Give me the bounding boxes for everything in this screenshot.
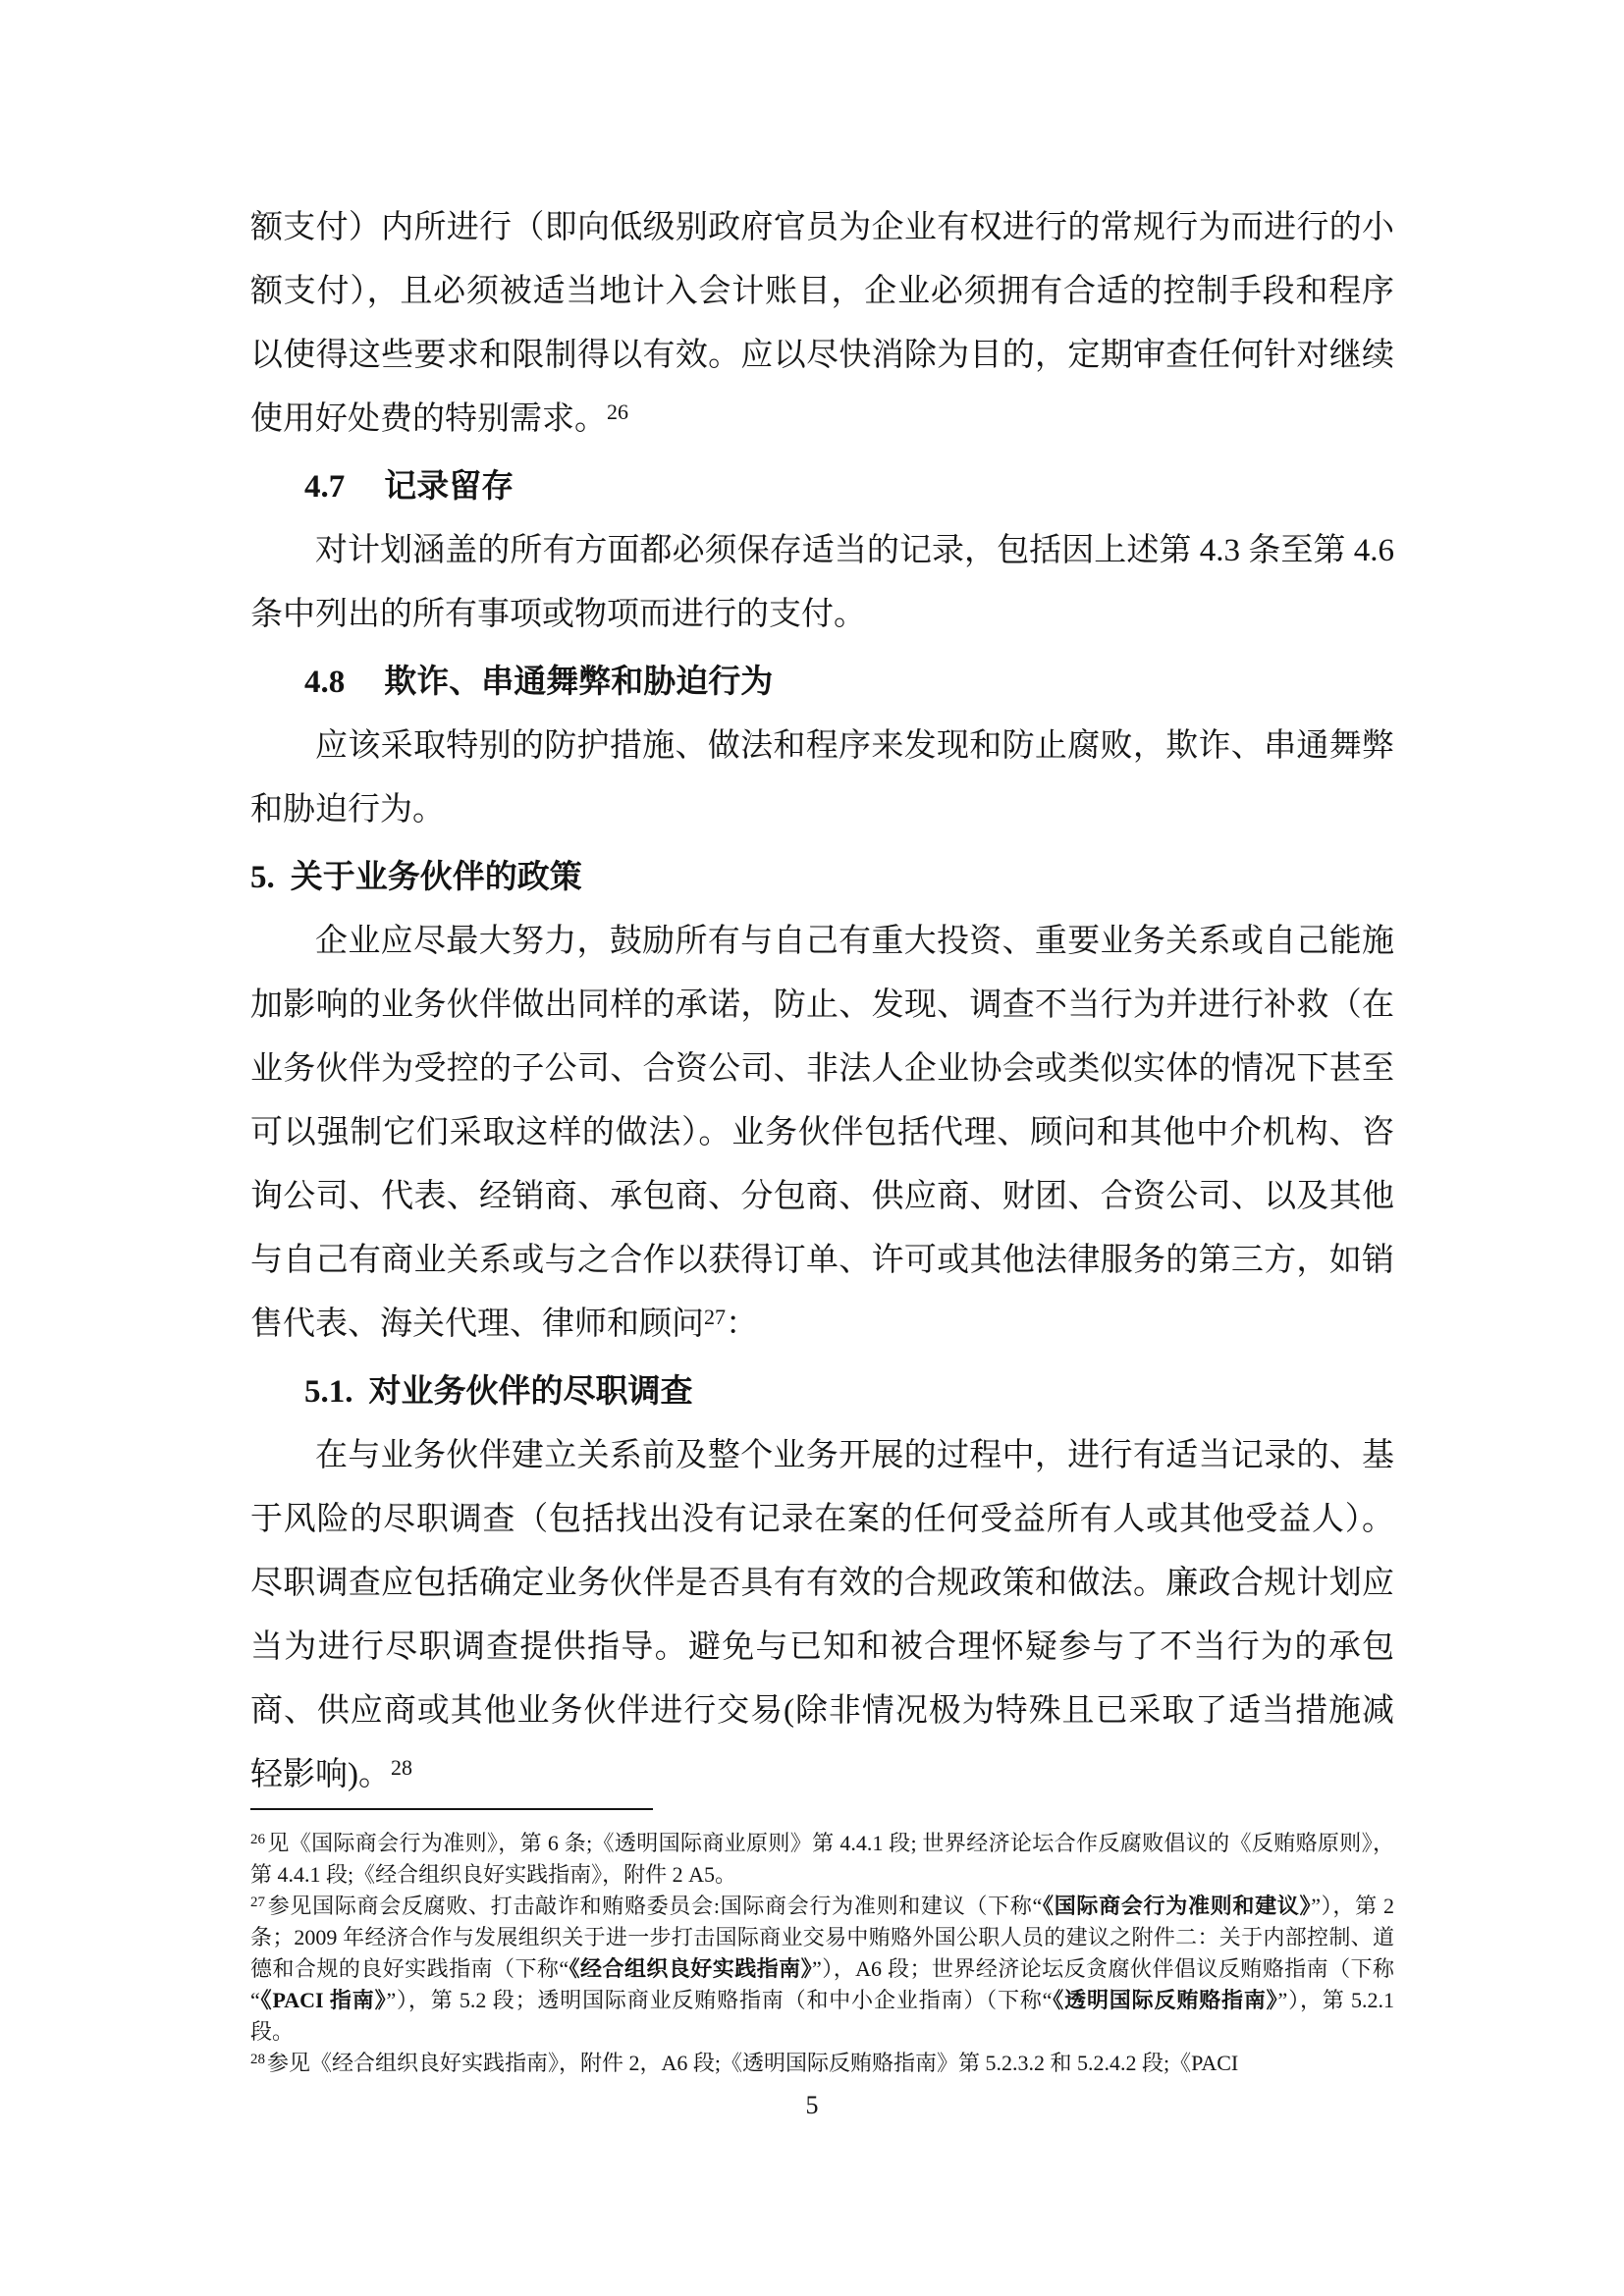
heading-5-1 [250, 1361, 1394, 1424]
document-body [250, 196, 1394, 1807]
heading-4-7 [250, 455, 1394, 519]
paragraph-text: 在与业务伙伴建立关系前及整个业务开展的过程中，进行有适当记录的、基于风险的尽职调查（包括找出没有记录在案的任何受益所有人或其他受益人）。尽职调查应包括确定业务伙伴是否具有有效的合规政策和做法。廉政合规计划应当为进行尽职调查提供指导。避免与已知和被合理怀疑参与了不当行为的承包商、供应商或其他业务伙伴进行交易(除非情况极为特殊且已采取了适当措施减轻影响)。 [250, 1438, 1394, 1792]
heading-title: 关于业务伙伴的政策 [290, 860, 582, 895]
heading-title: 欺诈、串通舞弊和胁迫行为 [384, 665, 774, 700]
footnote-ref-27: 27 [704, 1305, 726, 1329]
heading-number: 4.7 [304, 469, 346, 505]
page-number: 5 [805, 2091, 819, 2119]
paragraph-text: 企业应尽最大努力，鼓励所有与自己有重大投资、重要业务关系或自己能施加影响的业务伙伴做出同样的承诺，防止、发现、调查不当行为并进行补救（在业务伙伴为受控的子公司、合资公司、非法人企业协会或类似实体的情况下甚至可以强制它们采取这样的做法）。业务伙伴包括代理、顾问和其他中介机构、咨询公司、代表、经销商、承包商、分包商、供应商、财团、合资公司、以及其他与自己有商业关系或与之合作以获得订单、许可或其他法律服务的第三方，如销售代表、海关代理、律师和顾问 [250, 924, 1394, 1342]
footnote-marker: 26 [250, 1832, 265, 1847]
footnote-28 [250, 2048, 1394, 2079]
footnote-text: 见《国际商会行为准则》，第 6 条;《透明国际商业原则》第 4.4.1 段; 世界经济论坛合作反腐败倡议的《反贿赂原则》，第 4.4.1 段;《经合组织良好实践指南》，附件 2 A5。 [250, 1831, 1394, 1887]
paragraph-text: 对计划涵盖的所有方面都必须保存适当的记录，包括因上述第 4.3 条至第 4.6 条中列出的所有事项或物项而进行的支付。 [250, 533, 1394, 632]
heading-title: 记录留存 [384, 469, 514, 505]
footnote-ref-26: 26 [607, 400, 628, 424]
footnote-27 [250, 1891, 1394, 2048]
heading-4-8 [250, 651, 1394, 715]
footnote-ref-28: 28 [391, 1755, 412, 1780]
paragraph-business-partners [250, 910, 1394, 1357]
footnote-marker: 27 [250, 1895, 265, 1910]
paragraph-fraud-coercion [250, 715, 1394, 842]
footnote-divider [250, 1808, 653, 1810]
paragraph-due-diligence [250, 1424, 1394, 1807]
paragraph-facilitation-payments [250, 196, 1394, 452]
heading-number: 5. [250, 860, 275, 895]
footnote-marker: 28 [250, 2052, 265, 2067]
heading-number: 4.8 [304, 665, 346, 700]
paragraph-text: 额支付）内所进行（即向低级别政府官员为企业有权进行的常规行为而进行的小额支付），且必须被适当地计入会计账目，企业必须拥有合适的控制手段和程序以使得这些要求和限制得以有效。应以尽快消除为目的，定期审查任何针对继续使用好处费的特别需求。 [250, 210, 1394, 437]
footnote-text: 参见国际商会反腐败、打击敲诈和贿赂委员会:国际商会行为准则和建议（下称“《国际商会行为准则和建议》”），第 2 条；2009 年经济合作与发展组织关于进一步打击国际商业交易中贿赂外国公职人员的建议之附件二：关于内部控制、道德和合规的良好实践指南（下称“《经合组织良好实践指南》”），A6 段；世界经济论坛反贪腐伙伴倡议反贿赂指南（下称“《PACI 指南》”），第 5.2 段；透明国际商业反贿赂指南（和中小企业指南）（下称“《透明国际反贿赂指南》”），第 5.2.1 段。 [250, 1894, 1394, 2044]
footnotes-section [250, 1808, 1394, 2079]
paragraph-text: 应该采取特别的防护措施、做法和程序来发现和防止腐败，欺诈、串通舞弊和胁迫行为。 [250, 728, 1394, 828]
heading-5 [250, 846, 1394, 910]
footnote-text: 参见《经合组织良好实践指南》，附件 2，A6 段;《透明国际反贿赂指南》第 5.2.3.2 和 5.2.4.2 段;《PACI [267, 2051, 1239, 2075]
paragraph-record-keeping [250, 519, 1394, 647]
footnote-26 [250, 1828, 1394, 1891]
paragraph-text-tail: ： [726, 1307, 758, 1342]
heading-number: 5.1. [304, 1374, 353, 1410]
heading-title: 对业务伙伴的尽职调查 [368, 1374, 693, 1410]
